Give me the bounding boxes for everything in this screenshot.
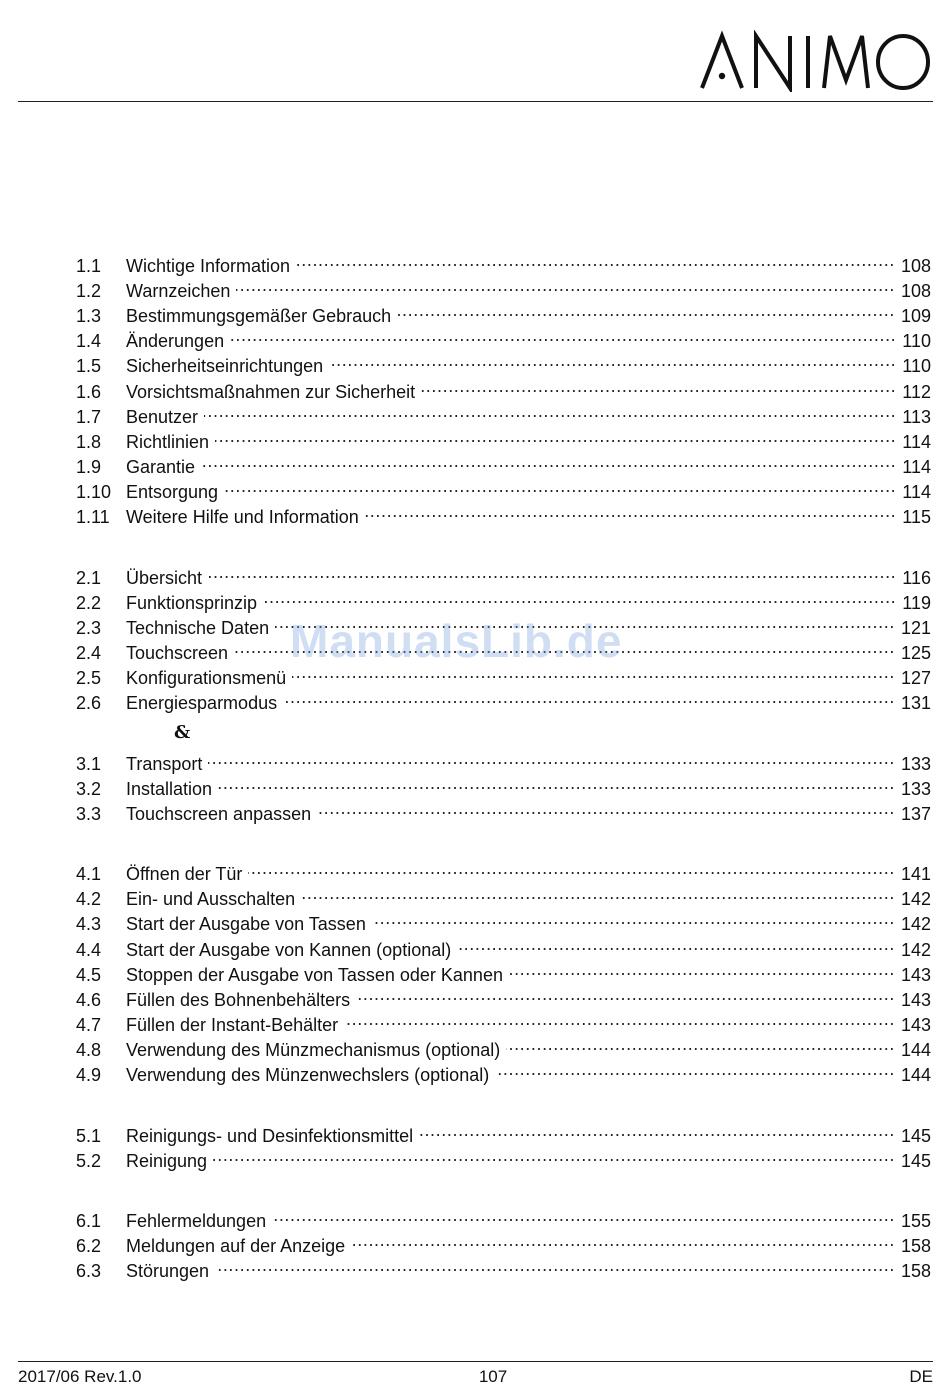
toc-entry[interactable] — [76, 1230, 931, 1256]
toc-entry-title: Energiesparmodus — [126, 693, 278, 713]
toc-dot-leader — [208, 562, 896, 584]
toc-entry-number: 1.9 — [76, 457, 102, 477]
toc-dot-leader — [356, 984, 895, 1006]
toc-entry[interactable] — [76, 773, 931, 799]
toc-dot-leader — [292, 662, 895, 684]
toc-dot-leader — [317, 798, 895, 820]
toc-entry-page: 133 — [900, 779, 931, 799]
toc-dot-leader — [234, 637, 895, 659]
toc-entry-number: 1.3 — [76, 306, 102, 326]
toc-entry-title: Reinigung — [126, 1151, 208, 1171]
toc-dot-leader — [419, 1120, 895, 1142]
footer-language: DE — [909, 1367, 933, 1386]
toc-entry[interactable] — [76, 908, 931, 934]
toc-dot-leader — [213, 1145, 895, 1167]
toc-entry-title: Sicherheitseinrichtungen — [126, 356, 324, 376]
toc-entry-page: 137 — [900, 804, 931, 824]
toc-entry-page: 110 — [902, 356, 931, 376]
toc-dot-leader — [224, 476, 896, 498]
toc-entry-page: 144 — [900, 1065, 931, 1085]
toc-entry-title: Fehlermeldungen — [126, 1211, 267, 1231]
footer-page-number: 107 — [478, 1367, 508, 1386]
toc-entry[interactable] — [76, 275, 931, 301]
toc-entry-number: 2.2 — [76, 593, 102, 613]
toc-entry-title: Start der Ausgabe von Kannen (optional) — [126, 940, 452, 960]
toc-entry-page: 114 — [902, 432, 931, 452]
toc-entry[interactable] — [76, 1145, 931, 1171]
toc-entry-page: 125 — [900, 643, 931, 663]
toc-dot-leader — [372, 908, 895, 930]
toc-entry-title: Reinigungs- und Desinfektionsmittel — [126, 1126, 414, 1146]
toc-entry-page: 115 — [902, 507, 931, 527]
toc-dot-leader — [248, 858, 895, 880]
footer-revision: 2017/06 Rev.1.0 — [18, 1367, 142, 1386]
toc-dot-leader — [421, 376, 896, 398]
toc-entry-title: Entsorgung — [126, 482, 219, 502]
animo-logo-mark — [700, 30, 932, 92]
toc-entry-page: 142 — [900, 889, 931, 909]
toc-entry-page: 127 — [900, 668, 931, 688]
toc-entry-title: Vorsichtsmaßnahmen zur Sicherheit — [126, 382, 416, 402]
toc-entry-title: Transport — [126, 754, 203, 774]
toc-entry-title: Übersicht — [126, 568, 203, 588]
toc-entry-number: 1.5 — [76, 356, 102, 376]
toc-entry-number: 1.7 — [76, 407, 102, 427]
toc-entry-title: Garantie — [126, 457, 196, 477]
toc-dot-leader — [351, 1230, 895, 1252]
footer — [18, 1367, 933, 1387]
toc-dot-leader — [506, 1034, 895, 1056]
toc-entry-number: 4.2 — [76, 889, 102, 909]
toc-entry[interactable] — [76, 401, 931, 427]
toc-entry-number: 3.3 — [76, 804, 102, 824]
toc-entry-page: 121 — [900, 618, 931, 638]
toc-entry-page: 114 — [902, 482, 931, 502]
toc-entry-number: 2.5 — [76, 668, 102, 688]
toc-entry-page: 113 — [902, 407, 931, 427]
toc-entry-number: 4.8 — [76, 1040, 102, 1060]
toc-entry[interactable] — [76, 1255, 931, 1281]
toc-entry-number: 4.3 — [76, 914, 102, 934]
toc-entry-number: 1.6 — [76, 382, 102, 402]
toc-entry-number: 1.1 — [76, 256, 102, 276]
toc-entry-title: Füllen der Instant-Behälter — [126, 1015, 339, 1035]
toc-entry-number: 6.1 — [76, 1211, 102, 1231]
toc-entry[interactable] — [76, 451, 931, 477]
toc-entry-title: Änderungen — [126, 331, 225, 351]
toc-entry[interactable] — [76, 562, 931, 588]
toc-dot-leader — [365, 501, 897, 523]
toc-entry-title: Verwendung des Münzenwechslers (optional) — [126, 1065, 490, 1085]
toc-entry-title: Meldungen auf der Anzeige — [126, 1236, 346, 1256]
toc-entry-page: 112 — [902, 382, 931, 402]
toc-entry-page: 119 — [902, 593, 931, 613]
toc-entry-title: Störungen — [126, 1261, 210, 1281]
toc-dot-leader — [208, 748, 895, 770]
toc-entry-page: 133 — [900, 754, 931, 774]
toc-entry-title: Ein- und Ausschalten — [126, 889, 296, 909]
toc-entry[interactable] — [76, 612, 931, 638]
toc-entry[interactable] — [76, 883, 931, 909]
toc-entry-title: Verwendung des Münzmechanismus (optional) — [126, 1040, 501, 1060]
toc-entry-number: 4.4 — [76, 940, 102, 960]
toc-entry-number: 5.1 — [76, 1126, 102, 1146]
toc-entry-number: 5.2 — [76, 1151, 102, 1171]
toc-entry-title: Füllen des Bohnenbehälters — [126, 990, 351, 1010]
toc-dot-leader — [495, 1059, 895, 1081]
toc-entry[interactable] — [76, 476, 931, 502]
toc-entry[interactable] — [76, 501, 931, 527]
toc-entry-page: 143 — [900, 990, 931, 1010]
toc-entry-number: 1.4 — [76, 331, 102, 351]
toc-entry-title: Bestimmungsgemäßer Gebrauch — [126, 306, 392, 326]
header-divider — [18, 101, 933, 102]
toc-entry-title: Öffnen der Tür — [126, 864, 243, 884]
toc-entry-number: 3.2 — [76, 779, 102, 799]
toc-entry-title: Weitere Hilfe und Information — [126, 507, 359, 527]
toc-dot-leader — [263, 587, 896, 609]
toc-entry[interactable] — [76, 1034, 931, 1060]
toc-entry-title: Stoppen der Ausgabe von Tassen oder Kannen — [126, 965, 503, 985]
toc-entry[interactable] — [76, 587, 931, 613]
toc-entry-title: Touchscreen anpassen — [126, 804, 312, 824]
toc-entry[interactable] — [76, 300, 931, 326]
toc-dot-leader — [201, 451, 896, 473]
toc-entry-number: 2.3 — [76, 618, 102, 638]
toc-entry-title: Funktionsprinzip — [126, 593, 258, 613]
watermark: ManualsLib.de — [290, 615, 623, 667]
toc-dot-leader — [329, 350, 896, 372]
toc-entry-number: 4.1 — [76, 864, 102, 884]
toc-entry[interactable] — [76, 934, 931, 960]
toc-entry-number: 4.7 — [76, 1015, 102, 1035]
toc-entry-title: Touchscreen — [126, 643, 229, 663]
toc-dot-leader — [215, 426, 896, 448]
toc-dot-leader — [272, 1205, 895, 1227]
toc-dot-leader — [509, 959, 895, 981]
toc-entry-number: 3.1 — [76, 754, 102, 774]
toc-dot-leader — [215, 1255, 895, 1277]
toc-entry-title: Konfigurationsmenü — [126, 668, 287, 688]
animo-logo — [700, 30, 932, 92]
toc-dot-leader — [230, 325, 896, 347]
toc-entry-title: Start der Ausgabe von Tassen — [126, 914, 366, 934]
toc-entry[interactable] — [76, 325, 931, 351]
toc-dot-leader — [344, 1009, 895, 1031]
toc-entry-number: 1.11 — [76, 507, 110, 527]
toc-entry[interactable] — [76, 1205, 931, 1231]
toc-entry[interactable] — [76, 1120, 931, 1146]
toc-entry-number: 6.3 — [76, 1261, 102, 1281]
toc-entry-title: Wichtige Information — [126, 256, 291, 276]
toc-entry-page: 114 — [902, 457, 931, 477]
toc-entry-page: 141 — [900, 864, 931, 884]
toc-dot-leader — [283, 687, 895, 709]
toc-entry[interactable] — [76, 959, 931, 985]
toc-entry-title: Benutzer — [126, 407, 199, 427]
toc-entry[interactable] — [76, 1009, 931, 1035]
section-marker: & — [174, 722, 191, 743]
toc-entry[interactable] — [76, 376, 931, 402]
toc-entry-page: 110 — [902, 331, 931, 351]
toc-dot-leader — [397, 300, 895, 322]
toc-entry-number: 2.1 — [76, 568, 102, 588]
toc-entry[interactable] — [76, 350, 931, 376]
toc-entry-page: 158 — [900, 1236, 931, 1256]
toc-entry-title: Warnzeichen — [126, 281, 231, 301]
toc-entry[interactable] — [76, 798, 931, 824]
toc-entry-page: 155 — [900, 1211, 931, 1231]
toc-entry[interactable] — [76, 426, 931, 452]
toc-entry-number: 4.6 — [76, 990, 102, 1010]
toc-entry-page: 143 — [900, 1015, 931, 1035]
toc-dot-leader — [457, 934, 895, 956]
toc-entry-title: Richtlinien — [126, 432, 210, 452]
toc-dot-leader — [218, 773, 895, 795]
toc-entry-title: Installation — [126, 779, 213, 799]
toc-entry-page: 131 — [900, 693, 931, 713]
toc-dot-leader — [275, 612, 895, 634]
footer-divider — [18, 1361, 933, 1362]
toc-entry-title: Technische Daten — [126, 618, 270, 638]
toc-dot-leader — [301, 883, 895, 905]
toc-entry-page: 144 — [900, 1040, 931, 1060]
toc-entry-page: 142 — [900, 940, 931, 960]
toc-entry[interactable] — [76, 984, 931, 1010]
toc-entry-number: 2.4 — [76, 643, 102, 663]
toc-dot-leader — [296, 250, 895, 272]
toc-entry-page: 108 — [900, 256, 931, 276]
toc-entry-page: 158 — [900, 1261, 931, 1281]
toc-entry[interactable] — [76, 748, 931, 774]
toc-entry-page: 143 — [900, 965, 931, 985]
toc-entry-page: 142 — [900, 914, 931, 934]
toc-entry[interactable] — [76, 858, 931, 884]
toc-entry-number: 1.2 — [76, 281, 102, 301]
toc-entry-page: 145 — [900, 1126, 931, 1146]
toc-entry-page: 108 — [900, 281, 931, 301]
toc-entry[interactable] — [76, 1059, 931, 1085]
toc-entry-number: 2.6 — [76, 693, 102, 713]
toc-entry-page: 116 — [902, 568, 931, 588]
toc-entry[interactable] — [76, 687, 931, 713]
toc-entry-number: 1.8 — [76, 432, 102, 452]
toc-entry-page: 145 — [900, 1151, 931, 1171]
toc-entry[interactable] — [76, 250, 931, 276]
toc-entry-number: 4.5 — [76, 965, 102, 985]
toc-entry[interactable] — [76, 662, 931, 688]
toc-entry-page: 109 — [900, 306, 931, 326]
toc-entry-number: 4.9 — [76, 1065, 102, 1085]
toc-entry-number: 6.2 — [76, 1236, 102, 1256]
toc-entry-number: 1.10 — [76, 482, 112, 502]
toc-dot-leader — [204, 401, 896, 423]
toc-dot-leader — [236, 275, 895, 297]
